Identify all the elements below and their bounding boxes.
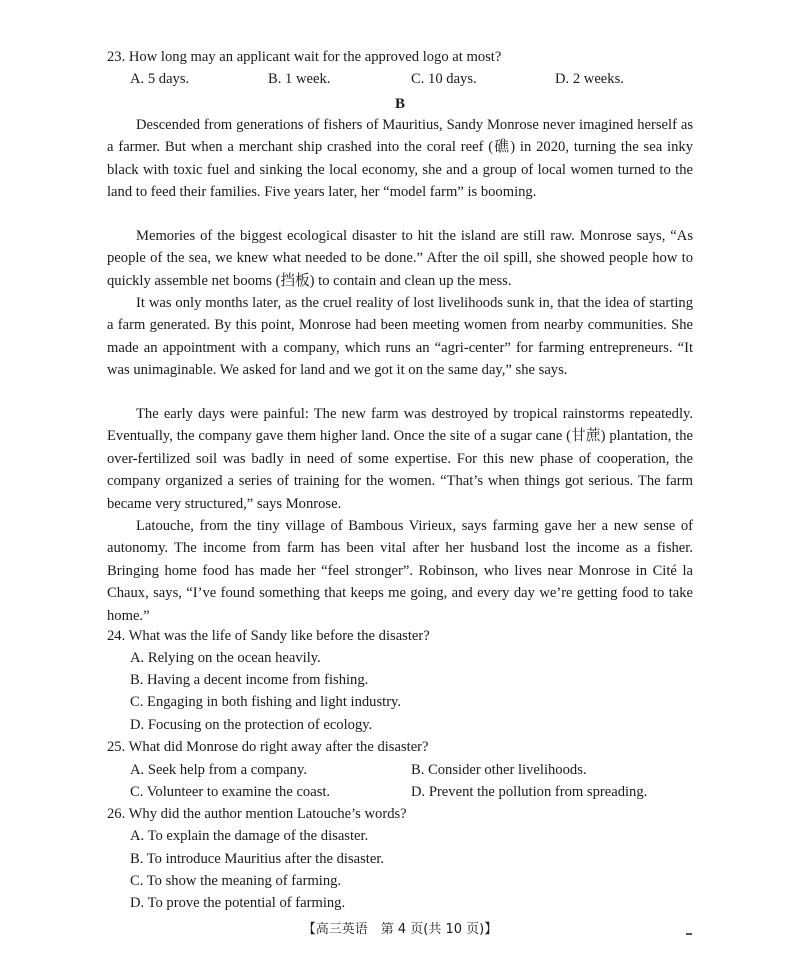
q23-option-c: C. 10 days.: [411, 71, 477, 87]
page-footer: 【高三英语 第 4 页(共 10 页)】: [302, 922, 498, 937]
q25-option-c: C. Volunteer to examine the coast.: [130, 784, 331, 800]
q23-option-a: A. 5 days.: [130, 71, 190, 87]
q25-option-b: B. Consider other livelihoods.: [411, 762, 587, 778]
q26-option-a: A. To explain the damage of the disaster.: [130, 828, 369, 844]
q26-stem: 26. Why did the author mention Latouche’s words?: [107, 806, 407, 822]
passage-paragraph-4: The early days were painful: The new farm was destroyed by tropical rainstorms repeatedly. Eventually, the company gave them higher land. Once the site of a sugar cane (甘蔗) plantation, the over-fertilized soil was badly in need of some expertise. For this new phase of cooperation, the company organized a series of training for the women. “That’s when things got serious. The farm became very structured,” says Monrose.: [107, 406, 693, 512]
q26-option-c: C. To show the meaning of farming.: [130, 873, 342, 889]
passage-paragraph-2: Memories of the biggest ecological disaster to hit the island are still raw. Monrose says, “As people of the sea, we knew what needed to be done.” After the oil spill, she showed people how to quickly assemble net booms (挡板) to contain and clean up the mess.: [107, 228, 693, 289]
section-title: B: [394, 96, 405, 112]
q24-option-a: A. Relying on the ocean heavily.: [130, 650, 321, 666]
q24-option-c: C. Engaging in both fishing and light industry.: [130, 694, 402, 710]
q26-option-b: B. To introduce Mauritius after the disaster.: [130, 851, 385, 867]
q23-option-d: D. 2 weeks.: [555, 71, 624, 87]
passage-paragraph-1: Descended from generations of fishers of Mauritius, Sandy Monrose never imagined herself as a farmer. But when a merchant ship crashed into the coral reef (礁) in 2020, turning the sea inky black with toxic fuel and sinking the local economy, she and a group of local women turned to the land to feed their families. Five years later, her “model farm” is booming.: [107, 117, 693, 201]
q25-option-a: A. Seek help from a company.: [130, 762, 307, 778]
q24-option-d: D. Focusing on the protection of ecology.: [130, 717, 373, 733]
passage-paragraph-3: It was only months later, as the cruel reality of lost livelihoods sunk in, that the idea of starting a farm generated. By this point, Monrose had been meeting women from nearby communities. She made an appointment with a company, which runs an “agri-center” for farming entrepreneurs. “It was unimaginable. We asked for land and we got it on the same day,” she says.: [107, 295, 693, 379]
passage-paragraph-5: Latouche, from the tiny village of Bambous Virieux, says farming gave her a new sense of autonomy. The income from farm has been vital after her husband lost the income as a fisher. Bringing home food has made her “feel stronger”. Robinson, who lives near Monrose in Cité la Chaux, says, “I’ve found something that keeps me going, and every day we’re getting food to take home.”: [107, 518, 693, 624]
q26-option-d: D. To prove the potential of farming.: [130, 895, 346, 911]
scan-mark: [686, 933, 692, 935]
q24-stem: 24. What was the life of Sandy like before the disaster?: [107, 628, 430, 644]
q23-stem: 23. How long may an applicant wait for the approved logo at most?: [107, 49, 502, 65]
q23-option-b: B. 1 week.: [268, 71, 331, 87]
q25-stem: 25. What did Monrose do right away after the disaster?: [107, 739, 429, 755]
q24-option-b: B. Having a decent income from fishing.: [130, 672, 369, 688]
q25-option-d: D. Prevent the pollution from spreading.: [411, 784, 648, 800]
